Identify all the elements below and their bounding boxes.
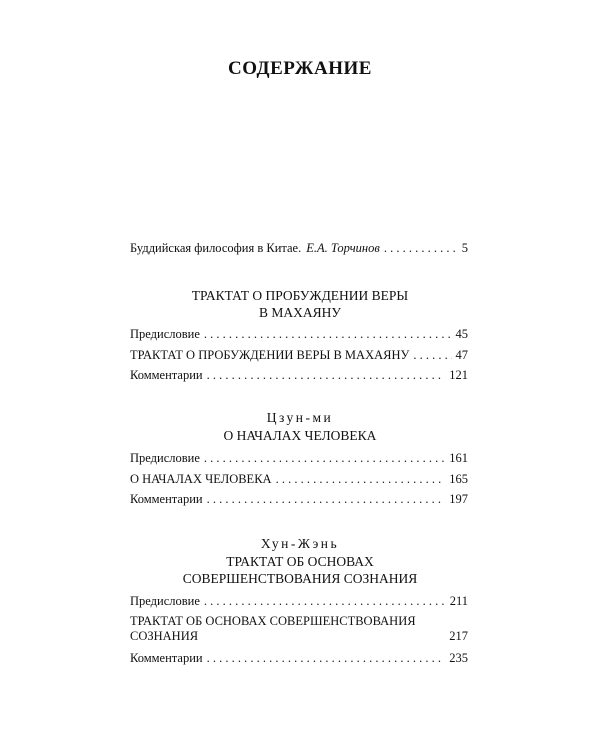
toc-entry[interactable] (130, 451, 468, 466)
dot-leader (207, 368, 446, 383)
section-author: Цзун-ми (266, 410, 334, 425)
toc-entry-page: 217 (449, 629, 468, 643)
toc-entry[interactable] (130, 492, 468, 507)
toc-entry-page: 47 (455, 348, 468, 362)
toc-entry-label: СОЗНАНИЯ (130, 629, 199, 643)
dot-leader (207, 492, 446, 507)
dot-leader (204, 327, 452, 342)
toc-entry-page: 121 (449, 368, 468, 382)
toc-entry-label: ТРАКТАТ О ПРОБУЖДЕНИИ ВЕРЫ В МАХАЯНУ (130, 348, 410, 362)
toc-entry-page: 45 (455, 327, 468, 341)
toc-entry-intro[interactable] (130, 241, 468, 256)
page-title: СОДЕРЖАНИЕ (228, 58, 372, 79)
toc-entry-label: О НАЧАЛАХ ЧЕЛОВЕКА (130, 472, 272, 486)
toc-entry-label: Предисловие (130, 327, 200, 341)
toc-entry-label: Комментарии (130, 651, 203, 665)
toc-entry-author: Е.А. Торчинов (306, 241, 380, 255)
toc-entry-label: Предисловие (130, 594, 200, 608)
section-heading: ТРАКТАТ ОБ ОСНОВАХ (226, 554, 374, 569)
dot-leader (207, 651, 446, 666)
toc-entry-label: Комментарии (130, 368, 203, 382)
section-heading: СОВЕРШЕНСТВОВАНИЯ СОЗНАНИЯ (182, 571, 418, 586)
toc-entry[interactable] (130, 594, 468, 609)
toc-entry-label: Комментарии (130, 492, 203, 506)
dot-leader (384, 241, 458, 256)
toc-entry[interactable] (130, 651, 468, 666)
toc-entry[interactable] (130, 368, 468, 383)
toc-entry-page: 211 (449, 594, 468, 608)
toc-entry[interactable] (130, 348, 468, 363)
section-heading: В МАХАЯНУ (259, 305, 341, 320)
section-heading: ТРАКТАТ О ПРОБУЖДЕНИИ ВЕРЫ (191, 288, 409, 303)
section-heading: О НАЧАЛАХ ЧЕЛОВЕКА (223, 428, 377, 443)
toc-entry-label: ТРАКТАТ ОБ ОСНОВАХ СОВЕРШЕНСТВОВАНИЯ (130, 614, 416, 628)
dot-leader (204, 594, 446, 609)
dot-leader (276, 472, 446, 487)
toc-entry-label: Предисловие (130, 451, 200, 465)
toc-entry[interactable] (130, 614, 468, 644)
toc-entry-page: 165 (449, 472, 468, 486)
toc-entry-label: Буддийская философия в Китае. (130, 241, 302, 255)
dot-leader (413, 348, 451, 363)
toc-entry-page: 161 (449, 451, 468, 465)
toc-entry-page: 197 (449, 492, 468, 506)
toc-entry[interactable] (130, 327, 468, 342)
dot-leader (204, 451, 445, 466)
toc-entry[interactable] (130, 472, 468, 487)
toc-entry-page: 235 (449, 651, 468, 665)
section-author: Хун-Жэнь (260, 536, 340, 551)
toc-entry-page: 5 (461, 241, 468, 255)
